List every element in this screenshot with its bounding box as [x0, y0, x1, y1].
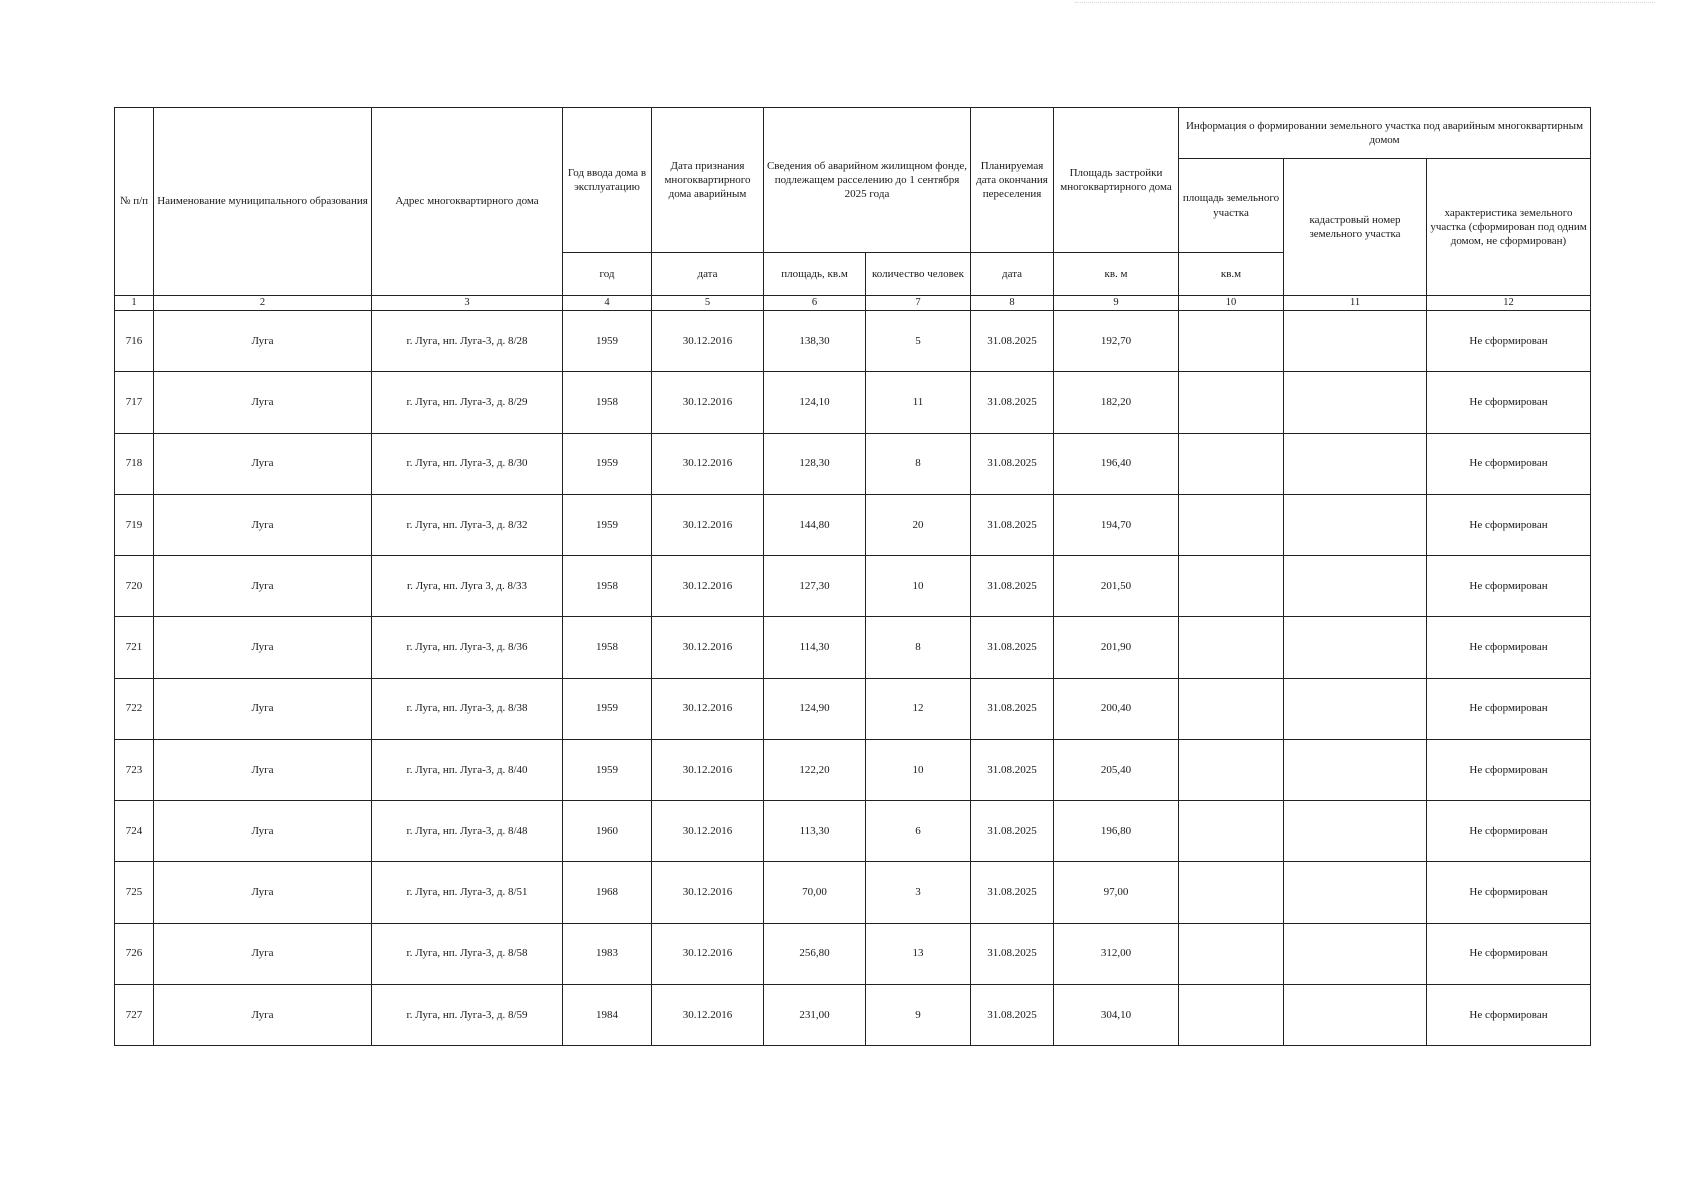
row-planned-date: 31.08.2025: [971, 984, 1054, 1045]
scan-edge-mark: [1075, 2, 1655, 3]
row-land-status: Не сформирован: [1427, 923, 1591, 984]
row-land-status: Не сформирован: [1427, 617, 1591, 678]
row-address: г. Луга, нп. Луга-3, д. 8/29: [372, 372, 563, 433]
row-planned-date: 31.08.2025: [971, 433, 1054, 494]
row-num: 722: [115, 678, 154, 739]
row-planned-date: 31.08.2025: [971, 678, 1054, 739]
row-area: 114,30: [764, 617, 866, 678]
header-land-info: Информация о формировании земельного участка под аварийным многоквартирным домом: [1179, 108, 1591, 159]
row-recognition-date: 30.12.2016: [652, 984, 764, 1045]
row-recognition-date: 30.12.2016: [652, 433, 764, 494]
row-planned-date: 31.08.2025: [971, 923, 1054, 984]
row-land-area: [1179, 617, 1284, 678]
row-people: 13: [866, 923, 971, 984]
table-row: [115, 494, 1591, 555]
row-people: 8: [866, 617, 971, 678]
table-row: [115, 984, 1591, 1045]
row-cadastral-number: [1284, 862, 1427, 923]
row-municipality: Луга: [154, 494, 372, 555]
row-build-area: 205,40: [1054, 739, 1179, 800]
table-row: [115, 739, 1591, 800]
row-build-area: 201,50: [1054, 556, 1179, 617]
row-cadastral-number: [1284, 617, 1427, 678]
row-recognition-date: 30.12.2016: [652, 372, 764, 433]
row-planned-date: 31.08.2025: [971, 801, 1054, 862]
row-num: 726: [115, 923, 154, 984]
header-build-area: Площадь застройки многоквартирного дома: [1054, 108, 1179, 253]
row-people: 12: [866, 678, 971, 739]
row-land-status: Не сформирован: [1427, 433, 1591, 494]
unit-date: дата: [652, 253, 764, 296]
column-number: 1: [115, 296, 154, 311]
row-recognition-date: 30.12.2016: [652, 862, 764, 923]
row-area: 113,30: [764, 801, 866, 862]
row-people: 11: [866, 372, 971, 433]
row-land-area: [1179, 862, 1284, 923]
row-land-area: [1179, 494, 1284, 555]
row-land-status: Не сформирован: [1427, 494, 1591, 555]
row-land-status: Не сформирован: [1427, 739, 1591, 800]
row-people: 20: [866, 494, 971, 555]
row-recognition-date: 30.12.2016: [652, 923, 764, 984]
row-num: 727: [115, 984, 154, 1045]
row-address: г. Луга, нп. Луга-3, д. 8/36: [372, 617, 563, 678]
row-land-status: Не сформирован: [1427, 678, 1591, 739]
row-cadastral-number: [1284, 372, 1427, 433]
row-municipality: Луга: [154, 862, 372, 923]
row-cadastral-number: [1284, 494, 1427, 555]
row-planned-date: 31.08.2025: [971, 311, 1054, 372]
row-build-area: 196,80: [1054, 801, 1179, 862]
row-area: 124,90: [764, 678, 866, 739]
table-row: [115, 311, 1591, 372]
row-address: г. Луга, нп. Луга-3, д. 8/32: [372, 494, 563, 555]
header-address: Адрес многоквартирного дома: [372, 108, 563, 296]
header-municipality: Наименование муниципального образования: [154, 108, 372, 296]
row-people: 9: [866, 984, 971, 1045]
header-recognition-date: Дата признания многоквартирного дома аварийным: [652, 108, 764, 253]
row-num: 719: [115, 494, 154, 555]
row-build-area: 196,40: [1054, 433, 1179, 494]
row-land-area: [1179, 801, 1284, 862]
row-land-area: [1179, 923, 1284, 984]
row-people: 6: [866, 801, 971, 862]
row-build-area: 97,00: [1054, 862, 1179, 923]
table-row: [115, 372, 1591, 433]
row-recognition-date: 30.12.2016: [652, 311, 764, 372]
row-area: 127,30: [764, 556, 866, 617]
row-num: 725: [115, 862, 154, 923]
row-build-area: 194,70: [1054, 494, 1179, 555]
row-num: 721: [115, 617, 154, 678]
column-number-row: [115, 296, 1591, 311]
row-planned-date: 31.08.2025: [971, 494, 1054, 555]
row-land-area: [1179, 372, 1284, 433]
row-people: 5: [866, 311, 971, 372]
row-address: г. Луга, нп. Луга-3, д. 8/48: [372, 801, 563, 862]
row-municipality: Луга: [154, 801, 372, 862]
row-land-area: [1179, 739, 1284, 800]
header-year: Год ввода дома в эксплуатацию: [563, 108, 652, 253]
row-cadastral-number: [1284, 678, 1427, 739]
row-address: г. Луга, нп. Луга-3, д. 8/59: [372, 984, 563, 1045]
row-num: 717: [115, 372, 154, 433]
unit-build-area: кв. м: [1054, 253, 1179, 296]
row-address: г. Луга, нп. Луга 3, д. 8/33: [372, 556, 563, 617]
row-year: 1959: [563, 739, 652, 800]
row-area: 231,00: [764, 984, 866, 1045]
row-recognition-date: 30.12.2016: [652, 678, 764, 739]
row-municipality: Луга: [154, 617, 372, 678]
row-year: 1960: [563, 801, 652, 862]
row-area: 144,80: [764, 494, 866, 555]
row-year: 1959: [563, 433, 652, 494]
row-address: г. Луга, нп. Луга-3, д. 8/30: [372, 433, 563, 494]
row-recognition-date: 30.12.2016: [652, 494, 764, 555]
column-number: 9: [1054, 296, 1179, 311]
row-cadastral-number: [1284, 556, 1427, 617]
row-area: 124,10: [764, 372, 866, 433]
column-number: 4: [563, 296, 652, 311]
unit-planned-date: дата: [971, 253, 1054, 296]
row-planned-date: 31.08.2025: [971, 617, 1054, 678]
row-build-area: 182,20: [1054, 372, 1179, 433]
row-address: г. Луга, нп. Луга-3, д. 8/58: [372, 923, 563, 984]
row-num: 724: [115, 801, 154, 862]
row-build-area: 192,70: [1054, 311, 1179, 372]
row-year: 1959: [563, 494, 652, 555]
row-area: 128,30: [764, 433, 866, 494]
unit-area: площадь, кв.м: [764, 253, 866, 296]
row-land-status: Не сформирован: [1427, 311, 1591, 372]
row-address: г. Луга, нп. Луга-3, д. 8/51: [372, 862, 563, 923]
row-build-area: 304,10: [1054, 984, 1179, 1045]
row-num: 716: [115, 311, 154, 372]
row-planned-date: 31.08.2025: [971, 739, 1054, 800]
row-planned-date: 31.08.2025: [971, 372, 1054, 433]
row-recognition-date: 30.12.2016: [652, 739, 764, 800]
emergency-housing-table: [114, 107, 1591, 1046]
table-row: [115, 617, 1591, 678]
row-municipality: Луга: [154, 923, 372, 984]
row-municipality: Луга: [154, 372, 372, 433]
row-land-status: Не сформирован: [1427, 801, 1591, 862]
row-num: 718: [115, 433, 154, 494]
header-cadastral-number: кадастровый номер земельного участка: [1284, 159, 1427, 296]
header-emergency-fund: Сведения об аварийном жилищном фонде, подлежащем расселению до 1 сентября 2025 года: [764, 108, 971, 253]
row-people: 10: [866, 556, 971, 617]
column-number: 6: [764, 296, 866, 311]
row-municipality: Луга: [154, 984, 372, 1045]
column-number: 5: [652, 296, 764, 311]
row-municipality: Луга: [154, 311, 372, 372]
column-number: 7: [866, 296, 971, 311]
header-land-characteristic: характеристика земельного участка (сформирован под одним домом, не сформирован): [1427, 159, 1591, 296]
column-number: 3: [372, 296, 563, 311]
row-land-area: [1179, 556, 1284, 617]
row-year: 1958: [563, 372, 652, 433]
row-people: 3: [866, 862, 971, 923]
row-area: 70,00: [764, 862, 866, 923]
row-area: 256,80: [764, 923, 866, 984]
row-cadastral-number: [1284, 923, 1427, 984]
row-municipality: Луга: [154, 433, 372, 494]
column-number: 12: [1427, 296, 1591, 311]
row-municipality: Луга: [154, 556, 372, 617]
row-recognition-date: 30.12.2016: [652, 617, 764, 678]
row-planned-date: 31.08.2025: [971, 862, 1054, 923]
row-cadastral-number: [1284, 433, 1427, 494]
row-build-area: 200,40: [1054, 678, 1179, 739]
row-year: 1983: [563, 923, 652, 984]
row-land-area: [1179, 311, 1284, 372]
unit-people: количество человек: [866, 253, 971, 296]
table-row: [115, 433, 1591, 494]
row-land-area: [1179, 678, 1284, 739]
table-row: [115, 678, 1591, 739]
row-planned-date: 31.08.2025: [971, 556, 1054, 617]
row-people: 8: [866, 433, 971, 494]
row-recognition-date: 30.12.2016: [652, 801, 764, 862]
row-land-status: Не сформирован: [1427, 984, 1591, 1045]
row-cadastral-number: [1284, 311, 1427, 372]
row-land-area: [1179, 984, 1284, 1045]
row-year: 1959: [563, 311, 652, 372]
unit-land-area: кв.м: [1179, 253, 1284, 296]
row-land-status: Не сформирован: [1427, 556, 1591, 617]
header-num: № п/п: [115, 108, 154, 296]
row-municipality: Луга: [154, 739, 372, 800]
unit-year: год: [563, 253, 652, 296]
row-address: г. Луга, нп. Луга-3, д. 8/38: [372, 678, 563, 739]
row-cadastral-number: [1284, 739, 1427, 800]
row-recognition-date: 30.12.2016: [652, 556, 764, 617]
row-cadastral-number: [1284, 984, 1427, 1045]
row-land-status: Не сформирован: [1427, 372, 1591, 433]
row-build-area: 312,00: [1054, 923, 1179, 984]
row-land-status: Не сформирован: [1427, 862, 1591, 923]
column-number: 11: [1284, 296, 1427, 311]
row-cadastral-number: [1284, 801, 1427, 862]
row-area: 122,20: [764, 739, 866, 800]
row-num: 723: [115, 739, 154, 800]
column-number: 2: [154, 296, 372, 311]
row-build-area: 201,90: [1054, 617, 1179, 678]
row-people: 10: [866, 739, 971, 800]
row-year: 1958: [563, 617, 652, 678]
column-number: 10: [1179, 296, 1284, 311]
row-year: 1968: [563, 862, 652, 923]
table-row: [115, 801, 1591, 862]
row-year: 1958: [563, 556, 652, 617]
header-land-area: площадь земельного участка: [1179, 159, 1284, 253]
table-row: [115, 923, 1591, 984]
table-row: [115, 862, 1591, 923]
row-num: 720: [115, 556, 154, 617]
table-row: [115, 556, 1591, 617]
row-year: 1984: [563, 984, 652, 1045]
row-address: г. Луга, нп. Луга-3, д. 8/40: [372, 739, 563, 800]
row-area: 138,30: [764, 311, 866, 372]
column-number: 8: [971, 296, 1054, 311]
header-planned-date: Планируемая дата окончания переселения: [971, 108, 1054, 253]
row-year: 1959: [563, 678, 652, 739]
row-address: г. Луга, нп. Луга-3, д. 8/28: [372, 311, 563, 372]
row-land-area: [1179, 433, 1284, 494]
row-municipality: Луга: [154, 678, 372, 739]
